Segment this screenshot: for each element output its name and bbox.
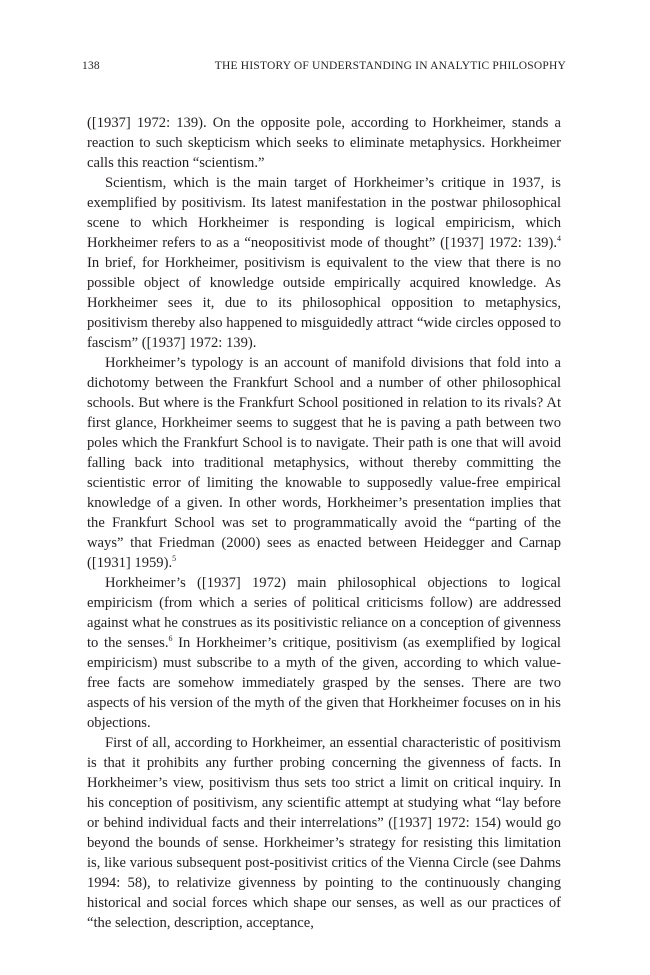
paragraph-2-text-a: Scientism, which is the main target of Horkheimer’s critique in 1937, is exemplified by positivism. Its latest manifestation in the postwar philosophical scene to which Horkheimer is responding is logical empiricism, which Horkheimer refers to as a “neopositivist mode of thought” ([1937] 1972: 139).	[87, 175, 561, 251]
paragraph-5-text: First of all, according to Horkheimer, an essential characteristic of positivism is that it prohibits any further probing concerning the givenness of facts. In Horkheimer’s view, positivism thus sets too strict a limit on critical inquiry. In his conception of positivism, any scientific attempt at studying what “lay before or behind individual facts and their interrelations” ([1937] 1972: 154) would go beyond the bounds of sense. Horkheimer’s strategy for resisting this limitation is, like various subsequent post-positivist critics of the Vienna Circle (see Dahms 1994: 58), to relativize givenness by pointing to the continuously changing historical and social forces which shape our senses, as well as our practices of “the selection, description, acceptance,	[87, 735, 561, 931]
paragraph-4-text-a: Horkheimer’s ([1937] 1972) main philosophical objections to logical empiricism (from which a series of political criticisms follow) are addressed against what he construes as its positivistic reliance on a conception of givenness to the senses.	[87, 575, 561, 651]
running-head	[82, 60, 566, 78]
paragraph-2	[87, 173, 561, 353]
paragraph-3-text: Horkheimer’s typology is an account of manifold divisions that fold into a dichotomy between the Frankfurt School and a number of other philosophical schools. But where is the Frankfurt School positioned in relation to its rivals? At first glance, Horkheimer seems to suggest that he is paving a path between two poles which the Frankfurt School is to navigate. Their path is one that will avoid falling back into traditional metaphysics, without thereby committing the scientistic error of limiting the knowable to supposedly value-free empirical knowledge of a given. In other words, Horkheimer’s presentation implies that the Frankfurt School was set to programmatically avoid the “parting of the ways” that Friedman (2000) sees as enacted between Heidegger and Carnap ([1931] 1959).	[87, 355, 561, 571]
paragraph-3	[87, 353, 561, 573]
paragraph-1-text: ([1937] 1972: 139). On the opposite pole, according to Horkheimer, stands a reaction to such skepticism which seeks to eliminate metaphysics. Horkheimer calls this reaction “scientism.”	[87, 115, 561, 171]
paragraph-4	[87, 573, 561, 733]
paragraph-4-text-b: In Horkheimer’s critique, positivism (as exemplified by logical empiricism) must subscribe to a myth of the given, according to which value-free facts are somehow immediately grasped by the senses. There are two aspects of his version of the myth of the given that Horkheimer focuses on in his objections.	[87, 635, 561, 731]
footnote-marker-5[interactable]: 5	[172, 554, 177, 563]
page-number: 138	[82, 60, 100, 72]
paragraph-2-text-b: In brief, for Horkheimer, positivism is equivalent to the view that there is no possible object of knowledge outside empirically acquired knowledge. As Horkheimer sees it, due to its philosophical opposition to metaphysics, positivism thereby also happened to misguidedly attract “wide circles opposed to fascism” ([1937] 1972: 139).	[87, 255, 561, 351]
running-title: THE HISTORY OF UNDERSTANDING IN ANALYTIC PHILOSOPHY	[214, 60, 566, 72]
paragraph-5	[87, 733, 561, 933]
footnote-marker-6[interactable]: 6	[168, 634, 173, 643]
paragraph-1	[87, 113, 561, 173]
body-text	[87, 113, 561, 933]
footnote-marker-4[interactable]: 4	[557, 234, 561, 243]
